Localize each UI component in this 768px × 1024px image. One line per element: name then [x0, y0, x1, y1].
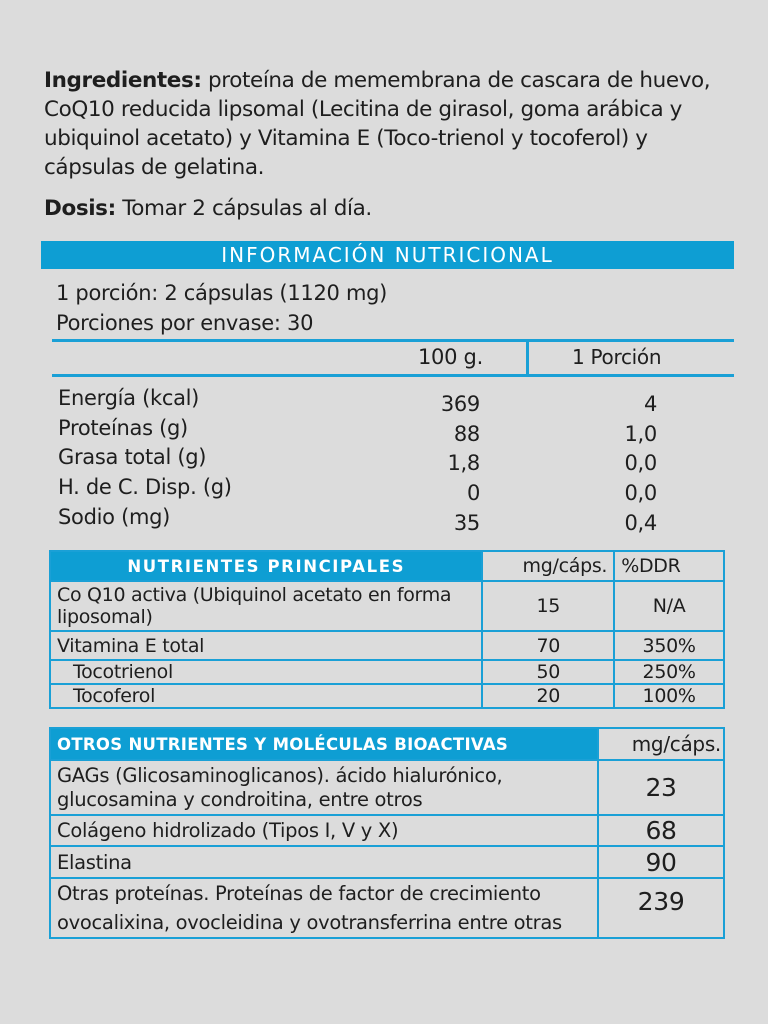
nutrient-label: Grasa total (g): [58, 445, 207, 470]
nutrient-label: Tocotrienol: [50, 660, 482, 684]
nutrient-label: Proteínas (g): [58, 415, 188, 440]
nutrition-row: [58, 475, 678, 505]
ingredients-text: [44, 66, 724, 182]
other-nutrients-table: [49, 727, 725, 939]
value-per-portion: 4: [643, 392, 657, 416]
nutrient-label: Energía (kcal): [58, 386, 200, 410]
table-row: [50, 846, 724, 878]
table-row: [50, 581, 724, 631]
dosis-label: Dosis:: [44, 196, 116, 221]
table-row: [50, 684, 724, 708]
serving-info: [56, 278, 387, 338]
nutrient-label: Colágeno hidrolizado (Tipos I, V y X): [50, 815, 598, 846]
value-per-portion: 0,0: [624, 481, 657, 506]
divider: [526, 339, 529, 376]
ddr-value: 100%: [614, 684, 724, 708]
column-header-mg: mg/cáps.: [482, 551, 614, 581]
nutrient-label: GAGs (Glicosaminoglicanos). ácido hialurónico, glucosamina y condroitina, entre otros: [50, 760, 598, 815]
ingredients-body: proteína de memembrana de cascara de huevo, CoQ10 reducida lipsomal (Lecitina de girasol, goma arábica y ubiquinol acetato) y Vitamina E (Toco-trienol y tocoferol) y cápsulas de gelatina.: [44, 68, 711, 180]
nutrition-row: [58, 386, 678, 416]
main-nutrients-title: NUTRIENTES PRINCIPALES: [50, 551, 482, 581]
mg-value: 15: [482, 581, 614, 631]
nutrition-rows: [58, 386, 678, 534]
column-header-mg: mg/cáps.: [598, 728, 724, 760]
value-per-100g: 0: [466, 481, 480, 506]
value-per-100g: 369: [440, 392, 480, 416]
mg-value: 20: [482, 684, 614, 708]
value-per-portion: 0,0: [624, 451, 657, 476]
ingredients-label: Ingredientes:: [44, 68, 202, 93]
ddr-value: 350%: [614, 631, 724, 660]
nutrition-row: [58, 445, 678, 475]
divider: [52, 374, 734, 377]
nutrient-label: Co Q10 activa (Ubiquinol acetato en forma liposomal): [50, 581, 482, 631]
dosis-body: Tomar 2 cápsulas al día.: [115, 196, 372, 221]
table-row: [50, 660, 724, 684]
nutrient-label: H. de C. Disp. (g): [58, 475, 232, 500]
value-per-portion: 0,4: [624, 510, 657, 535]
table-row: [50, 631, 724, 660]
ddr-value: N/A: [614, 581, 724, 631]
table-row: [50, 878, 724, 938]
nutrient-label: Tocoferol: [50, 684, 482, 708]
nutrition-row: [58, 416, 678, 446]
dosis-text: [44, 196, 372, 221]
ddr-value: 250%: [614, 660, 724, 684]
mg-value: 68: [598, 815, 724, 846]
serving-size: 1 porción: 2 cápsulas (1120 mg): [56, 281, 388, 305]
value-per-portion: 1,0: [624, 421, 657, 446]
mg-value: 23: [598, 760, 724, 815]
mg-value: 50: [482, 660, 614, 684]
nutrient-label: Otras proteínas. Proteínas de factor de crecimiento ovocalixina, ovocleidina y ovotransferrina entre otras: [50, 878, 598, 938]
table-header-row: [50, 728, 724, 760]
table-row: [50, 815, 724, 846]
nutrient-label: Elastina: [50, 846, 598, 878]
main-nutrients-table: [49, 550, 725, 709]
mg-value: 239: [598, 878, 724, 938]
nutrition-row: [58, 505, 678, 535]
nutrient-label: Sodio (mg): [58, 504, 171, 529]
nutrient-label: Vitamina E total: [50, 631, 482, 660]
table-row: [50, 760, 724, 815]
mg-value: 70: [482, 631, 614, 660]
table-header-row: [50, 551, 724, 581]
other-nutrients-title: OTROS NUTRIENTES Y MOLÉCULAS BIOACTIVAS: [50, 728, 598, 760]
value-per-100g: 35: [453, 510, 480, 535]
value-per-100g: 88: [453, 421, 480, 446]
servings-per-container: Porciones por envase: 30: [56, 311, 314, 335]
column-header-100g: 100 g.: [418, 345, 483, 369]
mg-value: 90: [598, 846, 724, 878]
column-header-portion: 1 Porción: [572, 345, 662, 369]
column-header-ddr: %DDR: [614, 551, 724, 581]
divider: [52, 339, 734, 342]
value-per-100g: 1,8: [447, 451, 480, 476]
nutrition-title: INFORMACIÓN NUTRICIONAL: [41, 241, 734, 269]
